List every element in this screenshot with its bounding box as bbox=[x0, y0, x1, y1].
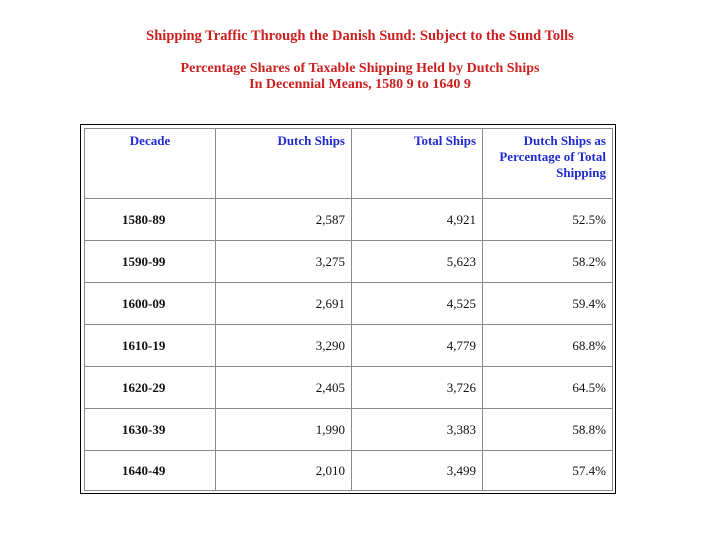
cell-total-ships: 4,525 bbox=[352, 283, 483, 325]
table-row bbox=[85, 283, 613, 325]
table-row bbox=[85, 325, 613, 367]
cell-dutch-ships: 1,990 bbox=[216, 409, 352, 451]
cell-dutch-ships: 3,290 bbox=[216, 325, 352, 367]
table-frame bbox=[80, 124, 616, 494]
cell-decade: 1630-39 bbox=[85, 409, 216, 451]
cell-total-ships: 3,383 bbox=[352, 409, 483, 451]
cell-decade: 1580-89 bbox=[85, 199, 216, 241]
cell-percentage: 68.8% bbox=[483, 325, 613, 367]
cell-percentage: 64.5% bbox=[483, 367, 613, 409]
cell-dutch-ships: 2,587 bbox=[216, 199, 352, 241]
cell-dutch-ships: 2,010 bbox=[216, 451, 352, 491]
cell-decade: 1610-19 bbox=[85, 325, 216, 367]
cell-total-ships: 5,623 bbox=[352, 241, 483, 283]
header-dutch-ships: Dutch Ships bbox=[216, 129, 352, 199]
header-dutch-percentage bbox=[483, 129, 613, 199]
cell-percentage: 58.2% bbox=[483, 241, 613, 283]
cell-percentage: 58.8% bbox=[483, 409, 613, 451]
page-title: Shipping Traffic Through the Danish Sund: Subject to the Sund Tolls bbox=[146, 28, 574, 44]
cell-decade: 1600-09 bbox=[85, 283, 216, 325]
table-subtitle: Percentage Shares of Taxable Shipping Held by Dutch Ships bbox=[180, 61, 540, 76]
cell-percentage: 57.4% bbox=[483, 451, 613, 491]
cell-total-ships: 4,921 bbox=[352, 199, 483, 241]
cell-percentage: 59.4% bbox=[483, 283, 613, 325]
table-subtitle-period: In Decennial Means, 1580 9 to 1640 9 bbox=[249, 77, 471, 92]
table-row bbox=[85, 241, 613, 283]
cell-total-ships: 3,726 bbox=[352, 367, 483, 409]
table-row bbox=[85, 367, 613, 409]
table-header-row bbox=[85, 129, 613, 199]
cell-dutch-ships: 3,275 bbox=[216, 241, 352, 283]
header-pct-line1: Dutch Ships as bbox=[523, 133, 606, 148]
header-total-ships: Total Ships bbox=[352, 129, 483, 199]
cell-percentage: 52.5% bbox=[483, 199, 613, 241]
cell-total-ships: 4,779 bbox=[352, 325, 483, 367]
cell-decade: 1620-29 bbox=[85, 367, 216, 409]
table-row bbox=[85, 451, 613, 491]
header-pct-line2: Percentage of Total bbox=[499, 149, 606, 164]
table-row bbox=[85, 409, 613, 451]
cell-dutch-ships: 2,691 bbox=[216, 283, 352, 325]
shipping-table bbox=[84, 128, 613, 491]
cell-decade: 1590-99 bbox=[85, 241, 216, 283]
cell-dutch-ships: 2,405 bbox=[216, 367, 352, 409]
header-pct-line3: Shipping bbox=[556, 165, 606, 180]
cell-total-ships: 3,499 bbox=[352, 451, 483, 491]
table-row bbox=[85, 199, 613, 241]
header-decade: Decade bbox=[85, 129, 216, 199]
cell-decade: 1640-49 bbox=[85, 451, 216, 491]
